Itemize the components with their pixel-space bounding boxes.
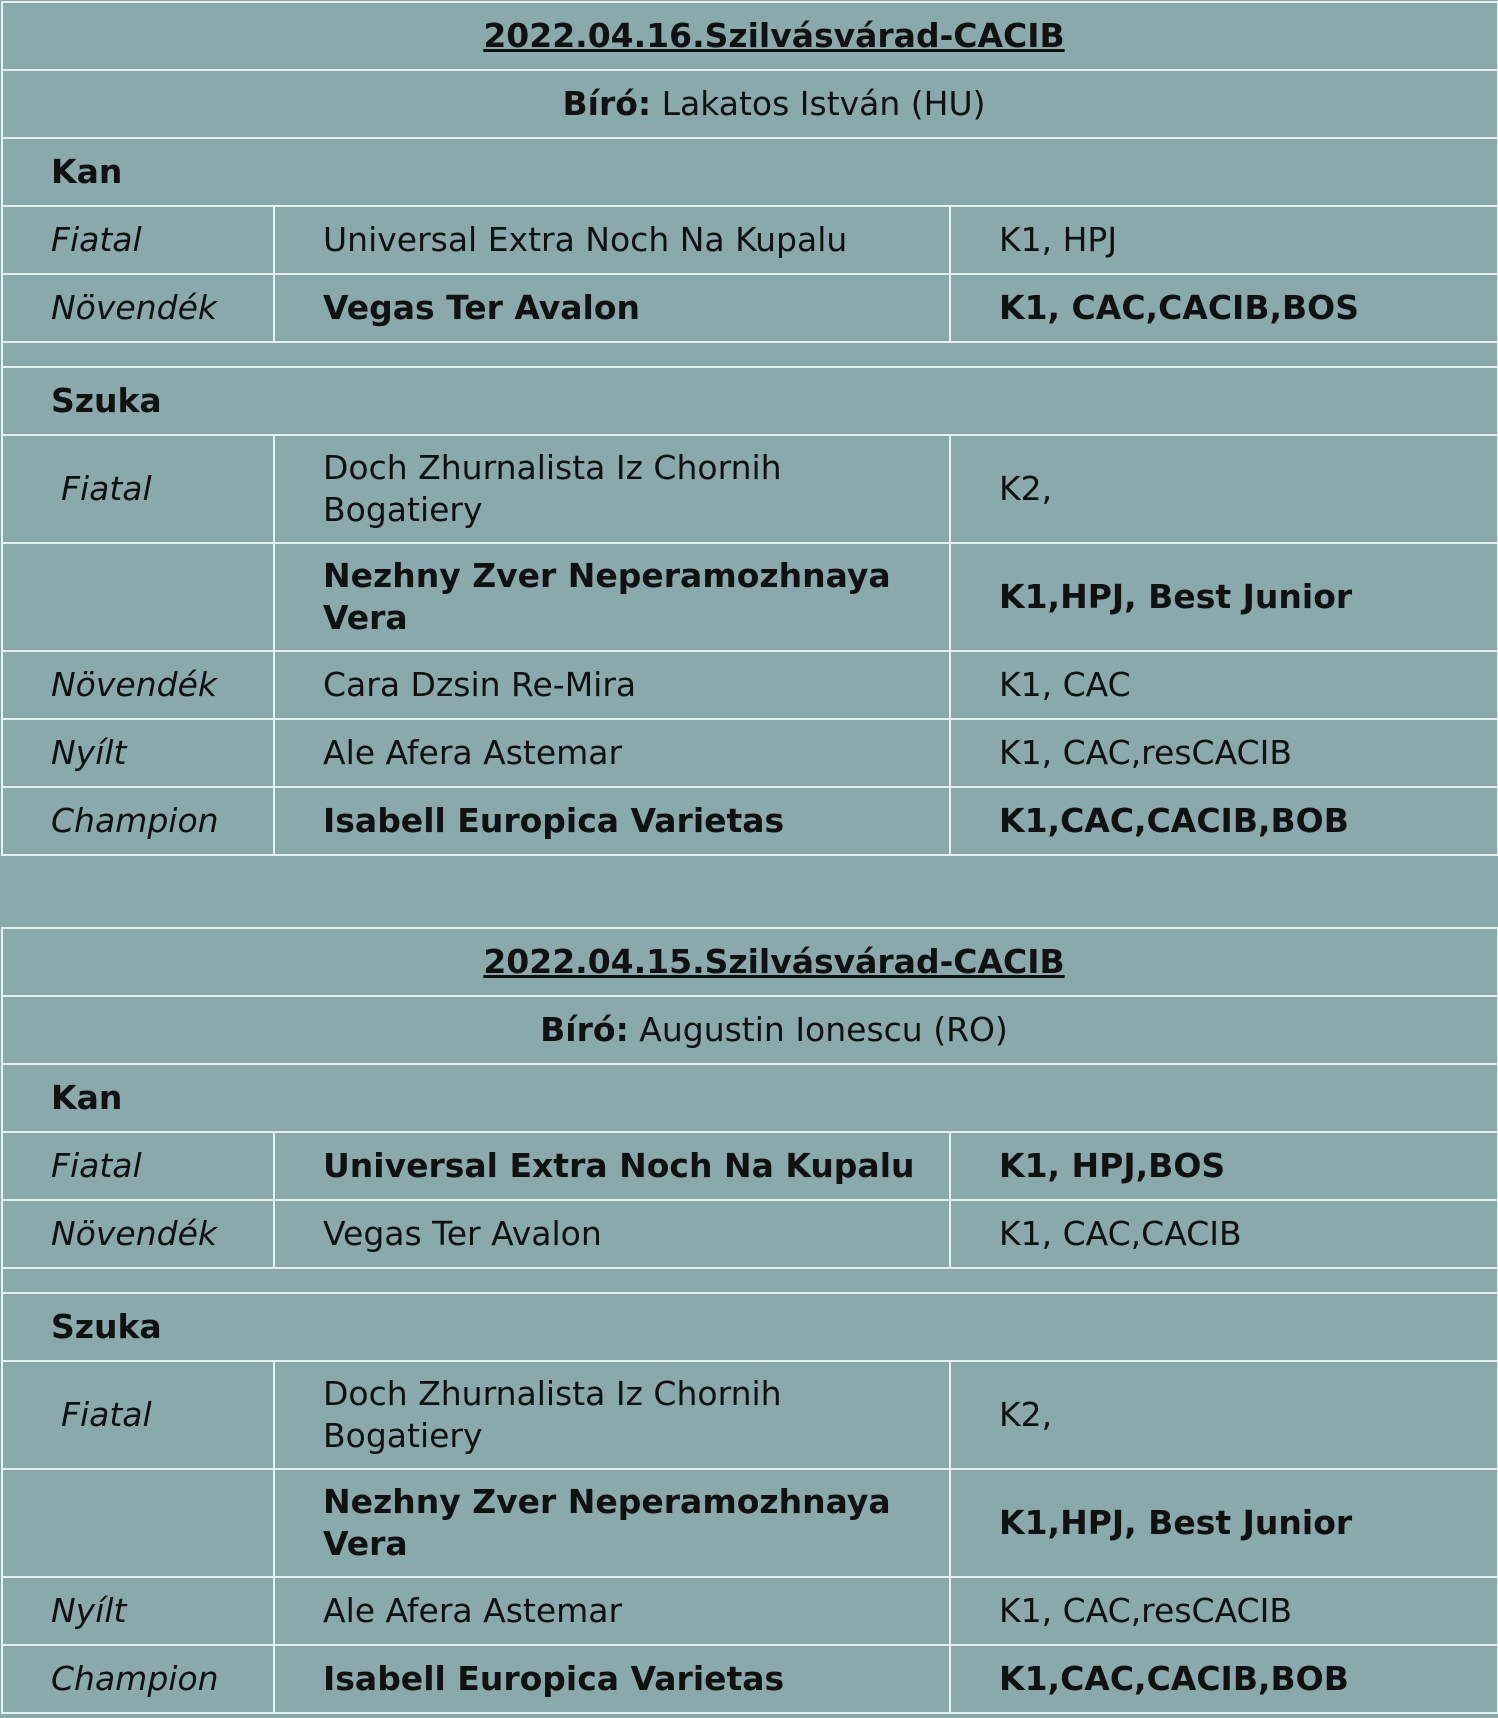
section-heading-kan: Kan <box>2 1064 1498 1132</box>
class-cell: Champion <box>2 1645 274 1713</box>
table-row <box>2 787 1498 855</box>
dog-name-cell <box>274 1361 950 1469</box>
spacer-row <box>2 1268 1498 1293</box>
result-cell: K1,CAC,CACIB,BOB <box>950 787 1498 855</box>
dog-name-line: Doch Zhurnalista Iz Chornih <box>323 448 782 487</box>
spacer-row <box>2 342 1498 367</box>
dog-name-cell <box>274 435 950 543</box>
class-cell: Fiatal <box>2 435 274 543</box>
judge-label: Bíró: <box>540 1010 629 1049</box>
dog-name-cell <box>274 543 950 651</box>
class-cell <box>2 543 274 651</box>
judge-row <box>2 996 1498 1064</box>
table-row <box>2 1645 1498 1713</box>
dog-name-cell: Vegas Ter Avalon <box>274 1200 950 1268</box>
show-title-row <box>2 928 1498 996</box>
dog-name-cell <box>274 1469 950 1577</box>
section-heading-kan: Kan <box>2 138 1498 206</box>
table-row <box>2 1577 1498 1645</box>
show-results-table <box>1 1 1498 856</box>
section-heading-szuka: Szuka <box>2 367 1498 435</box>
result-cell: K1, HPJ <box>950 206 1498 274</box>
class-cell: Növendék <box>2 274 274 342</box>
class-cell: Fiatal <box>2 1361 274 1469</box>
class-cell: Nyílt <box>2 1577 274 1645</box>
result-cell: K1, CAC,resCACIB <box>950 719 1498 787</box>
dog-name-line: Doch Zhurnalista Iz Chornih <box>323 1374 782 1413</box>
dog-name-cell: Isabell Europica Varietas <box>274 1645 950 1713</box>
table-row <box>2 435 1498 543</box>
judge-label: Bíró: <box>562 84 652 123</box>
section-heading-row <box>2 1293 1498 1361</box>
dog-name-cell: Ale Afera Astemar <box>274 719 950 787</box>
table-row <box>2 1469 1498 1577</box>
result-cell: K1,HPJ, Best Junior <box>950 543 1498 651</box>
show-title: 2022.04.15.Szilvásvárad-CACIB <box>483 942 1065 981</box>
table-row <box>2 274 1498 342</box>
table-row <box>2 543 1498 651</box>
dog-name-cell: Universal Extra Noch Na Kupalu <box>274 206 950 274</box>
dog-name-line: Bogatiery <box>323 490 483 529</box>
dog-name-line: Nezhny Zver Neperamozhnaya <box>323 556 891 595</box>
class-cell: Champion <box>2 787 274 855</box>
judge-name: Augustin Ionescu (RO) <box>639 1010 1008 1049</box>
result-cell: K1, CAC,resCACIB <box>950 1577 1498 1645</box>
table-row <box>2 1200 1498 1268</box>
result-cell: K1, CAC <box>950 651 1498 719</box>
dog-name-line: Vera <box>323 1524 408 1563</box>
judge-row <box>2 70 1498 138</box>
result-cell: K1,HPJ, Best Junior <box>950 1469 1498 1577</box>
result-cell: K1,CAC,CACIB,BOB <box>950 1645 1498 1713</box>
section-heading-row <box>2 367 1498 435</box>
result-cell: K1, CAC,CACIB,BOS <box>950 274 1498 342</box>
table-row <box>2 1132 1498 1200</box>
table-row <box>2 719 1498 787</box>
section-heading-row <box>2 138 1498 206</box>
result-cell: K2, <box>950 435 1498 543</box>
section-heading-szuka: Szuka <box>2 1293 1498 1361</box>
class-cell: Nyílt <box>2 719 274 787</box>
class-cell: Növendék <box>2 1200 274 1268</box>
show-results-table <box>1 927 1498 1714</box>
dog-name-cell: Universal Extra Noch Na Kupalu <box>274 1132 950 1200</box>
section-heading-row <box>2 1064 1498 1132</box>
result-cell: K1, CAC,CACIB <box>950 1200 1498 1268</box>
result-cell: K2, <box>950 1361 1498 1469</box>
class-cell: Fiatal <box>2 206 274 274</box>
table-row <box>2 206 1498 274</box>
dog-name-cell: Cara Dzsin Re-Mira <box>274 651 950 719</box>
dog-name-cell: Vegas Ter Avalon <box>274 274 950 342</box>
class-cell: Növendék <box>2 651 274 719</box>
class-cell <box>2 1469 274 1577</box>
show-title-row <box>2 2 1498 70</box>
class-cell: Fiatal <box>2 1132 274 1200</box>
dog-name-line: Bogatiery <box>323 1416 483 1455</box>
table-row <box>2 1361 1498 1469</box>
dog-name-line: Vera <box>323 598 408 637</box>
show-title: 2022.04.16.Szilvásvárad-CACIB <box>483 16 1065 55</box>
judge-name: Lakatos István (HU) <box>661 84 986 123</box>
table-row <box>2 651 1498 719</box>
dog-name-cell: Isabell Europica Varietas <box>274 787 950 855</box>
result-cell: K1, HPJ,BOS <box>950 1132 1498 1200</box>
dog-name-cell: Ale Afera Astemar <box>274 1577 950 1645</box>
dog-name-line: Nezhny Zver Neperamozhnaya <box>323 1482 891 1521</box>
